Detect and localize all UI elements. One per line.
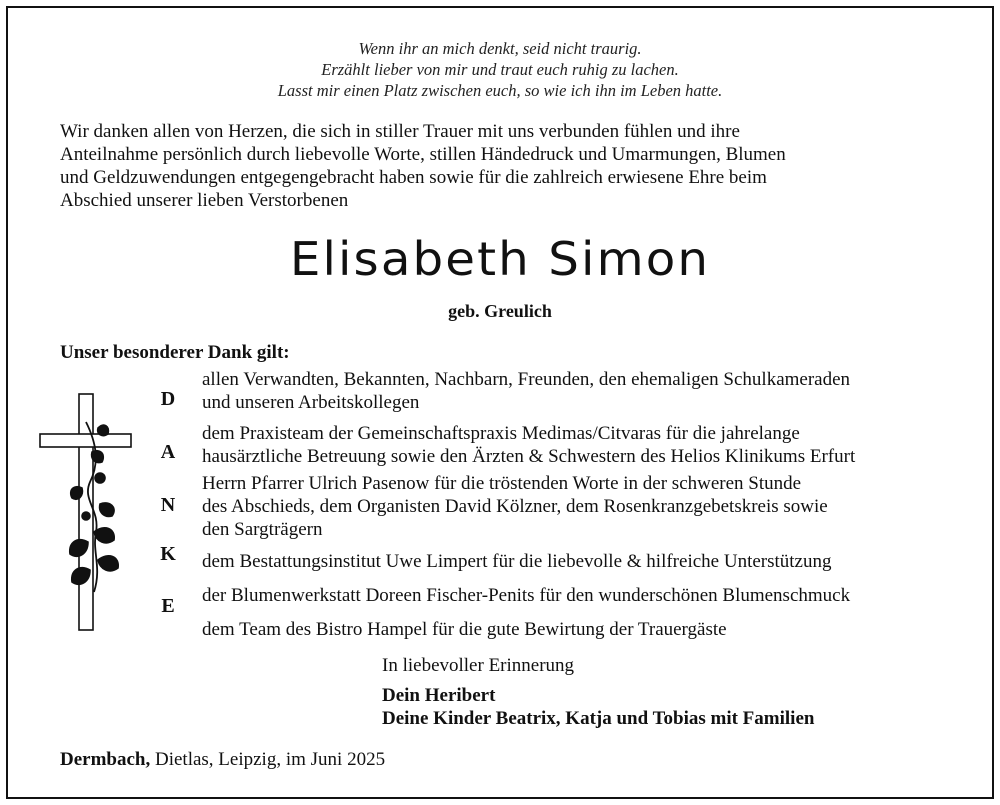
place-rest: Dietlas, Leipzig, im Juni 2025 <box>150 749 386 770</box>
poem-line: Wenn ihr an mich denkt, seid nicht traurig. <box>358 39 642 58</box>
letter-d: D <box>160 388 176 410</box>
entry-line: und unseren Arbeitskollegen <box>202 392 420 413</box>
entry-line: der Blumenwerkstatt Doreen Fischer-Penits für den wunderschönen Blumenschmuck <box>202 585 851 606</box>
entry-line: dem Praxisteam der Gemeinschaftspraxis Medimas/Citvaras für die jahrelange <box>202 423 800 444</box>
thanks-entry-bistro <box>202 618 962 641</box>
closing-phrase: In liebevoller Erinnerung <box>382 655 575 676</box>
entry-line: allen Verwandten, Bekannten, Nachbarn, Freunden, den ehemaligen Schulkameraden <box>202 369 851 390</box>
entry-line: Herrn Pfarrer Ulrich Pasenow für die tröstenden Worte in der schweren Stunde <box>202 473 802 494</box>
intro-text <box>60 120 940 212</box>
signature-children: Deine Kinder Beatrix, Katja und Tobias mit Familien <box>382 708 815 729</box>
place-date <box>60 749 385 771</box>
thanks-entry-florist <box>202 584 962 607</box>
letter-n: N <box>160 494 176 516</box>
cross-with-roses-icon <box>38 392 133 632</box>
entry-line: dem Team des Bistro Hampel für die gute Bewirtung der Trauergäste <box>202 619 727 640</box>
entry-line: hausärztliche Betreuung sowie den Ärzten & Schwestern des Helios Klinikums Erfurt <box>202 446 856 467</box>
poem <box>0 38 1000 101</box>
signature-husband: Dein Heribert <box>382 685 496 706</box>
poem-line: Erzählt lieber von mir und traut euch ruhig zu lachen. <box>321 60 679 79</box>
letter-k: K <box>160 543 176 565</box>
thanks-entry-medical <box>202 422 962 468</box>
thanks-entry-funeral-home <box>202 550 962 573</box>
intro-line: Abschied unserer lieben Verstorbenen <box>60 190 349 211</box>
place-town: Dermbach, <box>60 749 151 770</box>
thanks-entry-church <box>202 472 962 541</box>
entry-line: des Abschieds, dem Organisten David Kölzner, dem Rosenkranzgebetskreis sowie <box>202 496 828 517</box>
letter-a: A <box>160 441 176 463</box>
entry-line: dem Bestattungsinstitut Uwe Limpert für die liebevolle & hilfreiche Unterstützung <box>202 551 832 572</box>
intro-line: Wir danken allen von Herzen, die sich in stiller Trauer mit uns verbunden fühlen und ihre <box>60 121 740 142</box>
thanks-entry-relatives <box>202 368 962 414</box>
deceased-name: Elisabeth Simon <box>289 232 711 286</box>
intro-line: Anteilnahme persönlich durch liebevolle Worte, stillen Händedruck und Umarmungen, Blumen <box>60 144 786 165</box>
thanks-heading: Unser besonderer Dank gilt: <box>60 342 290 363</box>
letter-e: E <box>161 595 175 617</box>
intro-line: und Geldzuwendungen entgegengebracht haben sowie für die zahlreich erwiesene Ehre beim <box>60 167 767 188</box>
maiden-name: geb. Greulich <box>448 301 552 321</box>
entry-line: den Sargträgern <box>202 519 323 540</box>
poem-line: Lasst mir einen Platz zwischen euch, so wie ich ihn im Leben hatte. <box>277 81 723 100</box>
